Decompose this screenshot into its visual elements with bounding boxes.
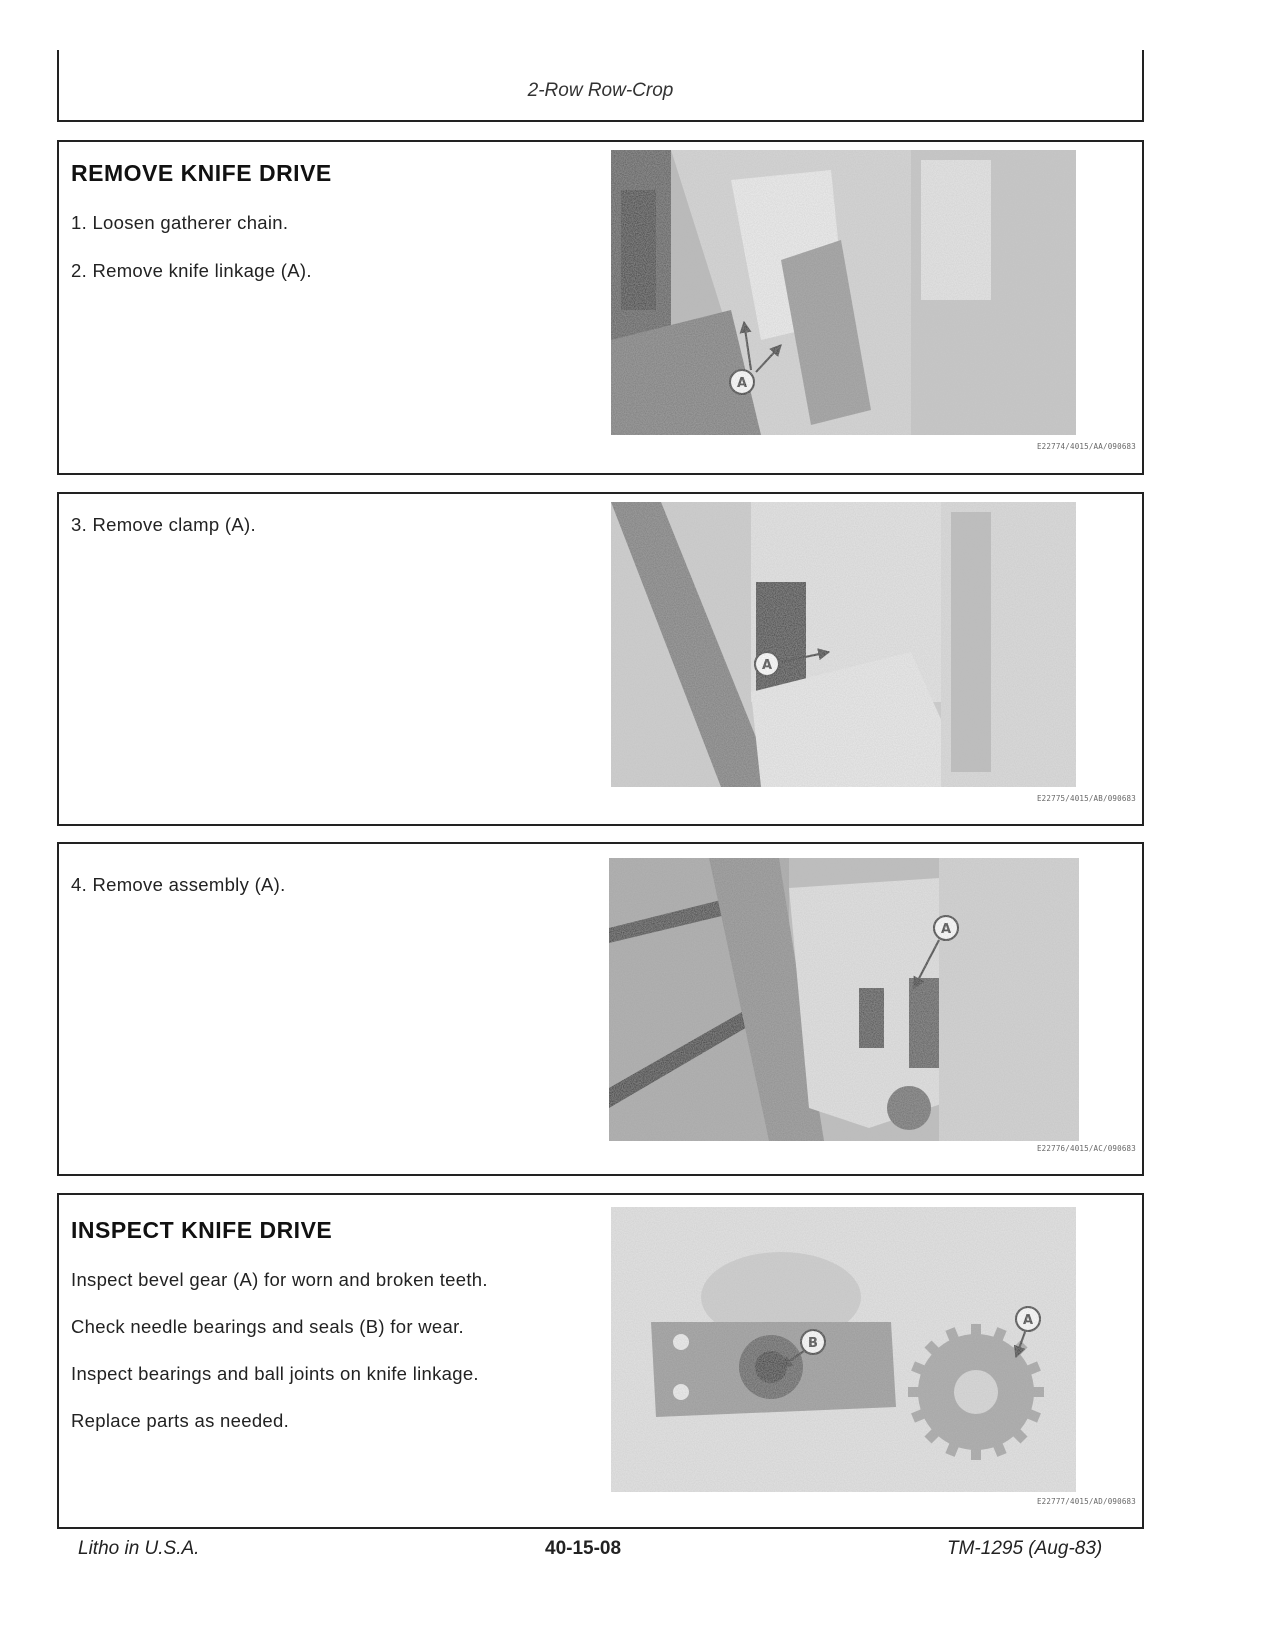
manual-id: TM-1295 (Aug-83) [947, 1538, 1103, 1559]
clamp-photo [611, 502, 1076, 787]
step-2: 2. Remove knife linkage (A). [71, 260, 312, 281]
section-inspect-knife-drive [57, 1193, 1144, 1529]
callout-b: B [808, 1336, 818, 1351]
figure-id: E22775/4015/AB/090683 [1036, 794, 1136, 803]
knife-linkage-photo [611, 150, 1076, 435]
section-heading: REMOVE KNIFE DRIVE [71, 160, 332, 186]
section-remove-assembly [57, 842, 1144, 1176]
gear-bearing-photo [611, 1207, 1076, 1492]
page-number: 40-15-08 [545, 1538, 622, 1559]
step-1: 1. Loosen gatherer chain. [71, 212, 289, 233]
footer-print-note: Litho in U.S.A. [78, 1538, 200, 1559]
header-title: 2-Row Row-Crop [527, 80, 674, 101]
inspect-step-4: Replace parts as needed. [71, 1410, 290, 1431]
callout-a: A [736, 376, 748, 391]
inspect-step-1: Inspect bevel gear (A) for worn and broken teeth. [71, 1269, 488, 1290]
callout-a: A [940, 922, 952, 937]
inspect-step-2: Check needle bearings and seals (B) for wear. [71, 1316, 464, 1337]
inspect-step-3: Inspect bearings and ball joints on knife linkage. [71, 1363, 479, 1384]
section-heading: INSPECT KNIFE DRIVE [71, 1217, 333, 1243]
section-remove-clamp [57, 492, 1144, 826]
figure-id: E22776/4015/AC/090683 [1036, 1144, 1136, 1153]
step-4: 4. Remove assembly (A). [71, 874, 286, 895]
callout-a: A [761, 658, 773, 673]
page-header [57, 50, 1144, 122]
step-3: 3. Remove clamp (A). [71, 514, 256, 535]
figure-id: E22774/4015/AA/090683 [1036, 442, 1136, 451]
assembly-photo [609, 858, 1079, 1141]
figure-id: E22777/4015/AD/090683 [1036, 1497, 1136, 1506]
section-remove-knife-drive [57, 140, 1144, 475]
callout-a: A [1022, 1313, 1034, 1328]
